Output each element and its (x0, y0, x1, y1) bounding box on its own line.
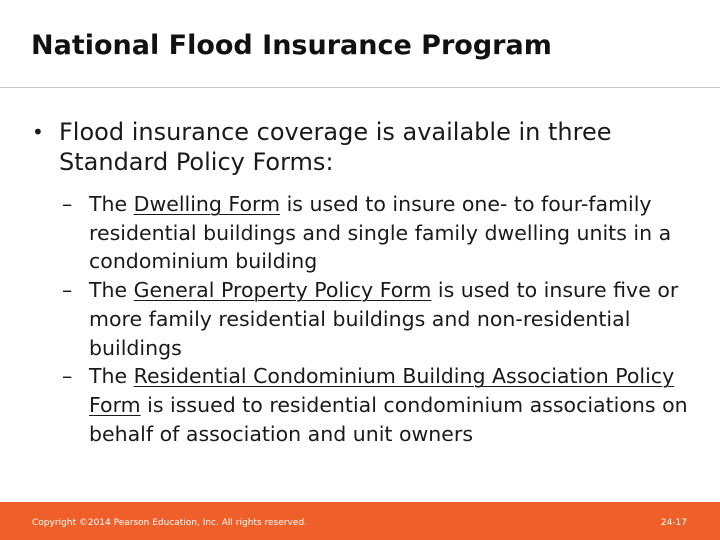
page-number: 24-17 (660, 518, 687, 528)
item-prefix: The (89, 364, 134, 389)
bullet-marker: • (32, 120, 44, 144)
item-prefix: The (89, 192, 134, 216)
dash-marker: – (62, 278, 73, 303)
policy-form-item-residential-condominium (62, 362, 702, 448)
item-suffix: is used to insure one- to four-family residential buildings and single family dwelling units in a condominium building (89, 192, 672, 274)
item-suffix: is used to insure five or more family residential buildings and non-residential buildings (89, 278, 679, 360)
policy-form-item-general-property (62, 276, 702, 362)
form-name-general-property: General Property Policy Form (133, 278, 432, 303)
main-bullet-text: Flood insurance coverage is available in three Standard Policy Forms: (59, 118, 612, 176)
policy-form-item-dwelling (62, 190, 702, 276)
dash-marker: – (62, 192, 73, 216)
main-bullet (32, 117, 672, 177)
form-name-dwelling: Dwelling Form (133, 192, 281, 216)
title-divider (0, 87, 720, 88)
form-name-residential-condominium: Residential Condominium Building Association Policy Form (89, 364, 675, 417)
policy-forms-list (62, 190, 702, 448)
dash-marker: – (62, 364, 73, 389)
slide-title: National Flood Insurance Program (31, 30, 552, 61)
copyright-notice: Copyright ©2014 Pearson Education, Inc. All rights reserved. (32, 518, 307, 528)
item-prefix: The (89, 278, 134, 303)
item-suffix: is issued to residential condominium associations on behalf of association and unit owners (89, 392, 688, 446)
footer-bar (0, 502, 720, 540)
